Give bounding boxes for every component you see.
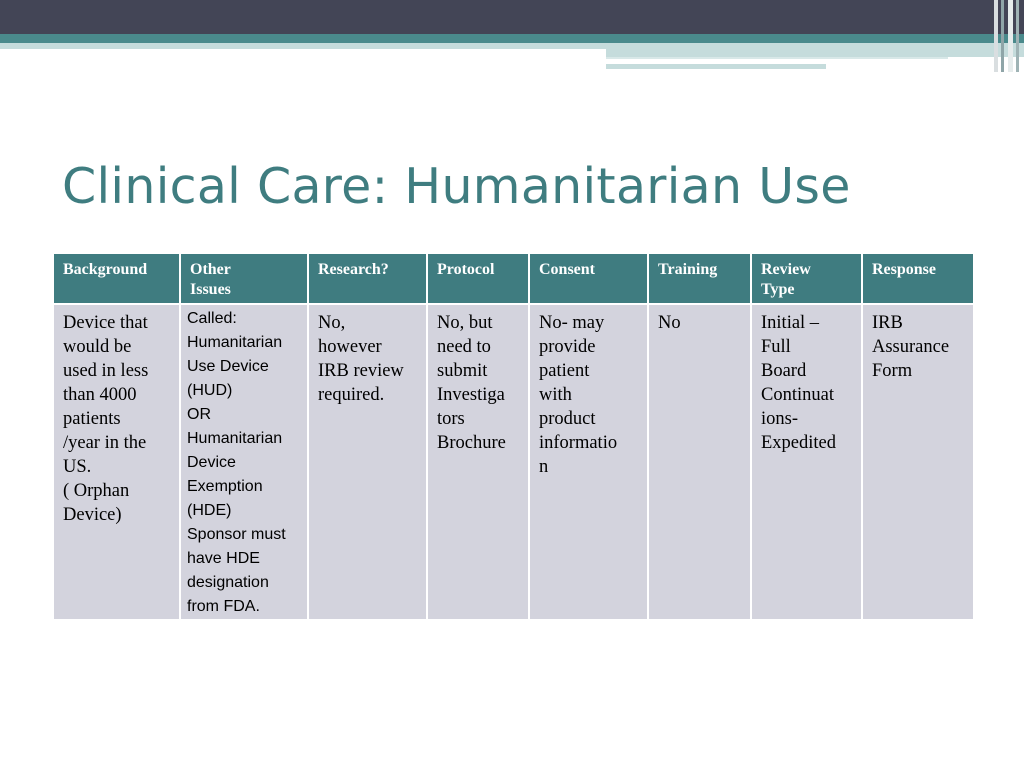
column-header-training: Training: [648, 253, 751, 304]
column-header-response: Response: [862, 253, 974, 304]
cell-consent: No- may provide patient with product informatio n: [529, 304, 648, 620]
banner-vertical-stripe: [1001, 0, 1004, 72]
column-header-research: Research?: [308, 253, 427, 304]
table-header-row: [53, 253, 974, 304]
banner-vertical-stripe: [1008, 0, 1013, 72]
cell-protocol: No, but need to submit Investiga tors Brochure: [427, 304, 529, 620]
banner-vertical-stripe: [994, 0, 998, 72]
banner-pale-stripe-right: [606, 49, 1024, 57]
column-header-consent: Consent: [529, 253, 648, 304]
clinical-care-table: [52, 252, 975, 621]
banner-vertical-stripe: [1016, 0, 1019, 72]
slide-title: Clinical Care: Humanitarian Use: [62, 158, 851, 215]
banner-teal-stripe: [0, 34, 1024, 43]
cell-response: IRB Assurance Form: [862, 304, 974, 620]
banner-thin-line: [606, 57, 948, 59]
table-row: [53, 304, 974, 620]
cell-other-issues: Called: Humanitarian Use Device (HUD) OR Humanitarian Device Exemption (HDE) Sponsor must have HDE designation from FDA.: [180, 304, 308, 620]
banner-short-stripe: [606, 64, 826, 69]
column-header-protocol: Protocol: [427, 253, 529, 304]
cell-research: No, however IRB review required.: [308, 304, 427, 620]
column-header-other-issues: Other Issues: [180, 253, 308, 304]
top-banner: [0, 0, 1024, 34]
cell-background: Device that would be used in less than 4000 patients /year in the US. ( Orphan Device): [53, 304, 180, 620]
column-header-review-type: Review Type: [751, 253, 862, 304]
column-header-background: Background: [53, 253, 180, 304]
cell-review-type: Initial – Full Board Continuat ions- Expedited: [751, 304, 862, 620]
cell-training: No: [648, 304, 751, 620]
